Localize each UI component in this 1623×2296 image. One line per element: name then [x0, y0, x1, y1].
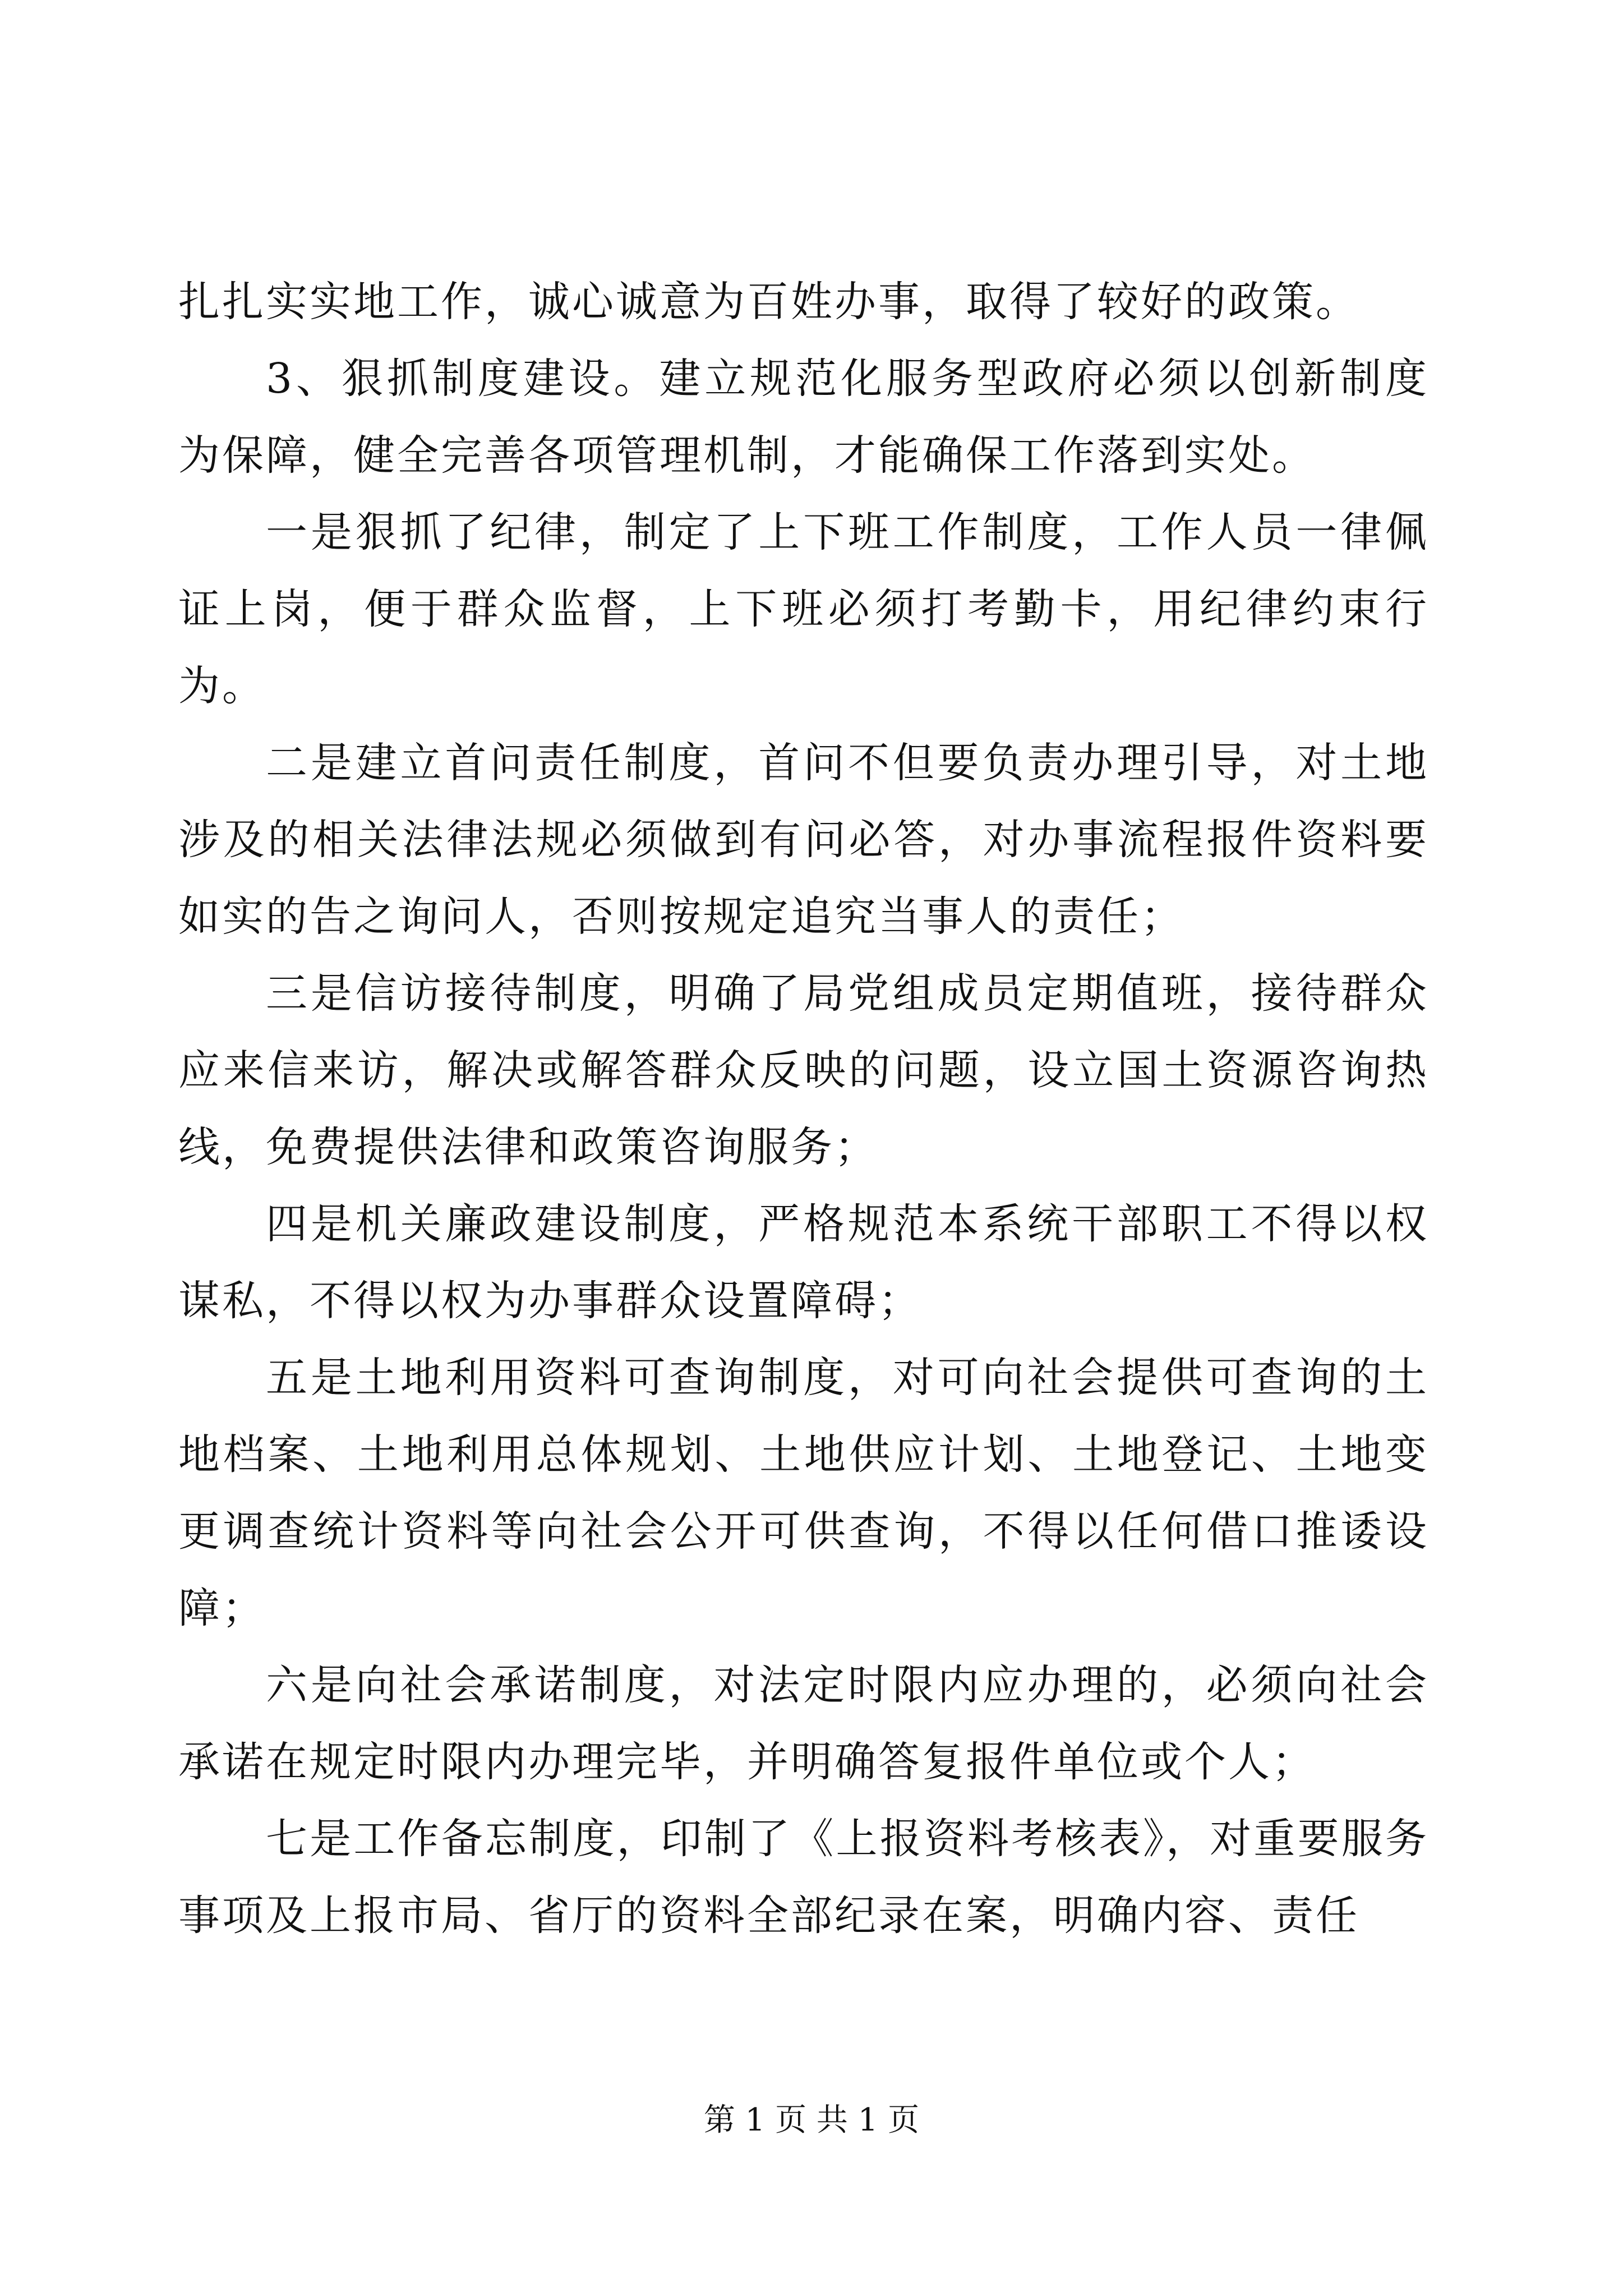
paragraph-item-3: 三是信访接待制度，明确了局党组成员定期值班，接待群众应来信来访，解决或解答群众反映的问题，设立国土资源咨询热线，免费提供法律和政策咨询服务； — [178, 969, 1429, 1171]
paragraph-continuation: 扎扎实实地工作，诚心诚意为百姓办事，取得了较好的政策。 — [178, 278, 1359, 326]
paragraph-item-5: 五是土地利用资料可查询制度，对可向社会提供可查询的土地档案、土地利用总体规划、土地供应计划、土地登记、土地变更调查统计资料等向社会公开可供查询，不得以任何借口推诿设障； — [178, 1354, 1429, 1632]
paragraph-section-3: 3、狠抓制度建设。建立规范化服务型政府必须以创新制度为保障，健全完善各项管理机制，才能确保工作落到实处。 — [178, 355, 1429, 480]
page-footer: 第 1 页 共 1 页 — [703, 2102, 920, 2138]
paragraph-item-6: 六是向社会承诺制度，对法定时限内应办理的，必须向社会承诺在规定时限内办理完毕，并明确答复报件单位或个人； — [178, 1661, 1429, 1786]
paragraph-item-7: 七是工作备忘制度，印制了《上报资料考核表》，对重要服务事项及上报市局、省厅的资料全部纪录在案，明确内容、责任 — [178, 1815, 1429, 1940]
document-body — [178, 264, 1429, 1954]
paragraph-item-4: 四是机关廉政建设制度，严格规范本系统干部职工不得以权谋私，不得以权为办事群众设置障碍； — [178, 1200, 1429, 1325]
paragraph-item-2: 二是建立首问责任制度，首问不但要负责办理引导，对土地涉及的相关法律法规必须做到有问必答，对办事流程报件资料要如实的告之询问人，否则按规定追究当事人的责任； — [178, 739, 1429, 941]
paragraph-item-1: 一是狠抓了纪律，制定了上下班工作制度，工作人员一律佩证上岗，便于群众监督，上下班必须打考勤卡，用纪律约束行为。 — [178, 508, 1429, 710]
